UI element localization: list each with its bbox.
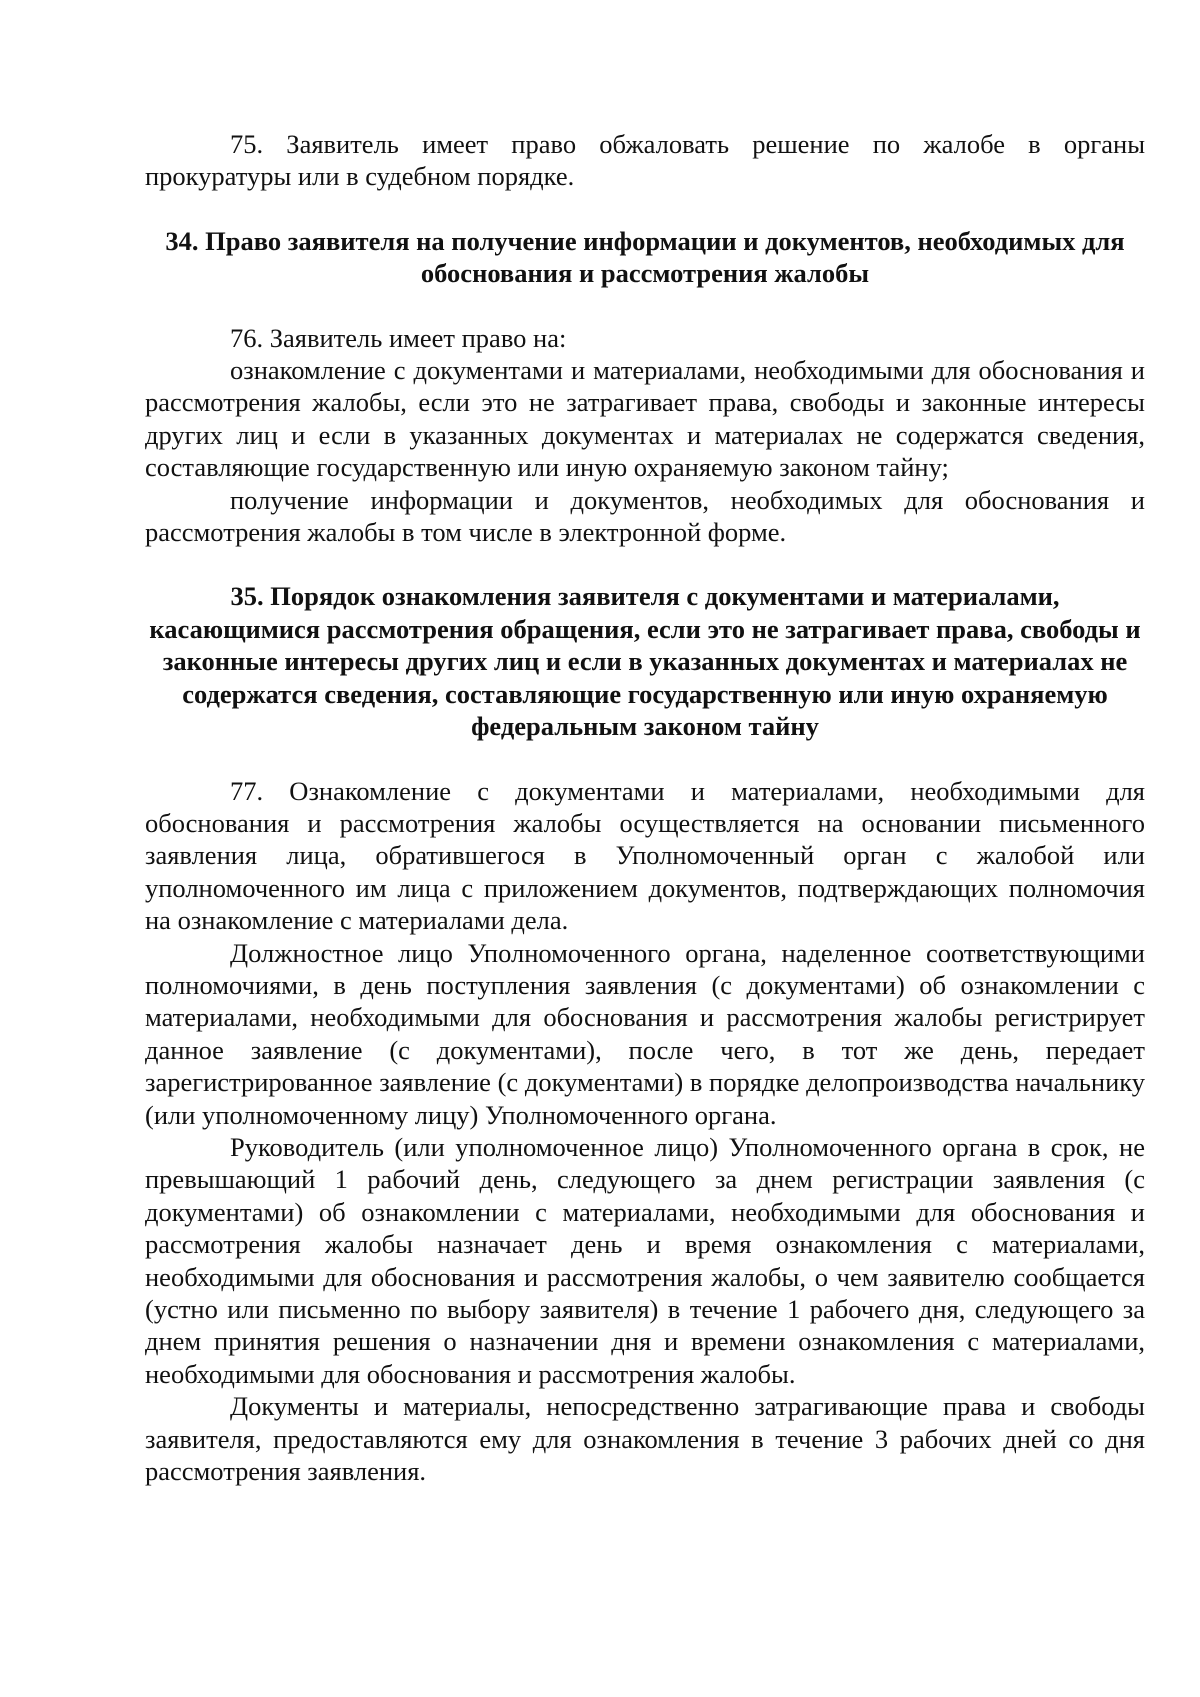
paragraph-77: 77. Ознакомление с документами и материалами, необходимыми для обоснования и рассмотрения жалобы осуществляется на основании письменного заявления лица, обратившегося в Уполномоченный орган с жалобой или уполномоченного им лица с приложением документов, подтверждающих полномочия на ознакомление с материалами дела.	[145, 775, 1145, 936]
paragraph-76-item-2: получение информации и документов, необходимых для обоснования и рассмотрения жалобы в том числе в электронной форме.	[145, 484, 1145, 548]
spacer	[145, 743, 1145, 775]
paragraph-75: 75. Заявитель имеет право обжаловать решение по жалобе в органы прокуратуры или в судебном порядке.	[145, 129, 1145, 192]
spacer	[145, 193, 1145, 225]
spacer	[145, 548, 1145, 580]
paragraph-77-official: Должностное лицо Уполномоченного органа, наделенное соответствующими полномочиями, в день поступления заявления (с документами) об ознакомлении с материалами, необходимыми для обоснования и рассмотрения жалобы регистрирует данное заявление (с документами), после чего, в тот же день, передает зарегистрированное заявление (с документами) в порядке делопроизводства начальнику (или уполномоченному лицу) Уполномоченного органа.	[145, 937, 1145, 1130]
paragraph-77-head: Руководитель (или уполномоченное лицо) Уполномоченного органа в срок, не превышающий 1 рабочий день, следующего за днем регистрации заявления (с документами) об ознакомлении с материалами, необходимыми для обоснования и рассмотрения жалобы назначает день и время ознакомления с материалами, необходимыми для обоснования и рассмотрения жалобы, о чем заявителю сообщается (устно или письменно по выбору заявителя) в течение 1 рабочего дня, следующего за днем принятия решения о назначении дня и времени ознакомления с материалами, необходимыми для обоснования и рассмотрения жалобы.	[145, 1131, 1145, 1389]
paragraph-76: 76. Заявитель имеет право на:	[230, 322, 567, 353]
heading-section-35: 35. Порядок ознакомления заявителя с документами и материалами, касающимися рассмотрения обращения, если это не затрагивает права, свободы и законные интересы других лиц и если в указанных документах и материалах не содержатся сведения, составляющие государственную или иную охраняемую федеральным законом тайну	[149, 581, 1141, 742]
paragraph-77-documents: Документы и материалы, непосредственно затрагивающие права и свободы заявителя, предоставляются ему для ознакомления в течение 3 рабочих дней со дня рассмотрения заявления.	[145, 1391, 1145, 1487]
document-page	[145, 128, 1145, 1487]
spacer	[145, 290, 1145, 322]
paragraph-76-item-1: ознакомление с документами и материалами, необходимыми для обоснования и рассмотрения жалобы, если это не затрагивает права, свободы и законные интересы других лиц и если в указанных документах и материалах не содержатся сведения, составляющие государственную или иную охраняемую законом тайну;	[145, 355, 1145, 483]
heading-section-34: 34. Право заявителя на получение информации и документов, необходимых для обоснования и рассмотрения жалобы	[165, 225, 1125, 289]
